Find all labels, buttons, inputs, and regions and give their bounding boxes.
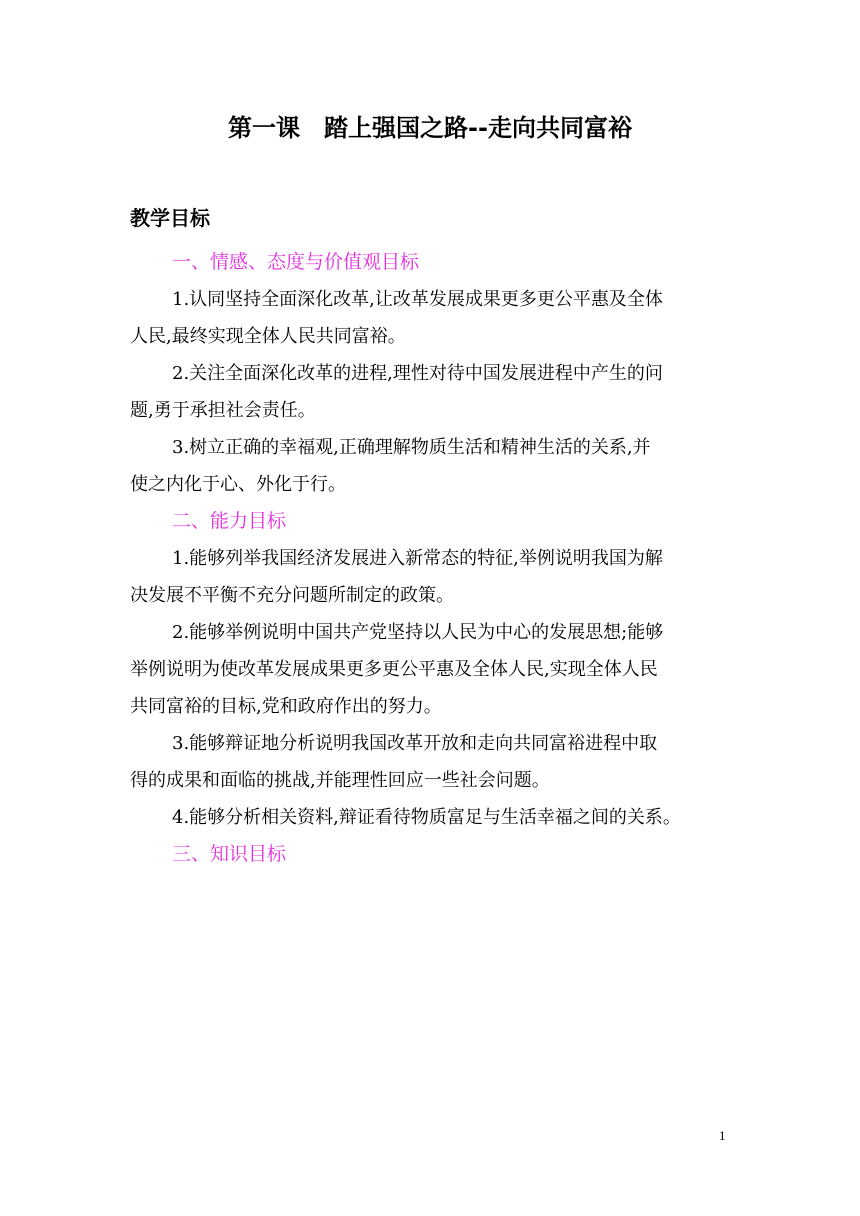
subsection-heading: 一、情感、态度与价值观目标 xyxy=(172,251,420,273)
paragraph-line: 1.认同坚持全面深化改革,让改革发展成果更多更公平惠及全体 xyxy=(172,289,663,310)
paragraph-line: 人民,最终实现全体人民共同富裕。 xyxy=(130,326,406,347)
paragraph-line: 题,勇于承担社会责任。 xyxy=(130,400,316,421)
subsection-heading: 二、能力目标 xyxy=(172,510,287,532)
paragraph-line: 使之内化于心、外化于行。 xyxy=(130,474,346,495)
paragraph-line: 共同富裕的目标,党和政府作出的努力。 xyxy=(130,696,442,717)
objective-paragraph xyxy=(130,725,740,799)
paragraph-line: 3.能够辩证地分析说明我国改革开放和走向共同富裕进程中取 xyxy=(172,733,658,754)
objective-paragraph xyxy=(130,281,740,355)
objective-paragraph xyxy=(130,429,740,503)
paragraph-line: 4.能够分析相关资料,辩证看待物质富足与生活幸福之间的关系。 xyxy=(172,807,681,828)
paragraph-line: 2.关注全面深化改革的进程,理性对待中国发展进程中产生的问 xyxy=(172,363,663,384)
paragraph-line: 1.能够列举我国经济发展进入新常态的特征,举例说明我国为解 xyxy=(172,548,663,569)
paragraph-line: 2.能够举例说明中国共产党坚持以人民为中心的发展思想;能够 xyxy=(172,622,664,643)
page-number: 1 xyxy=(719,1128,726,1143)
paragraph-line: 得的成果和面临的挑战,并能理性回应一些社会问题。 xyxy=(130,770,550,791)
paragraph-line: 举例说明为使改革发展成果更多更公平惠及全体人民,实现全体人民 xyxy=(130,659,658,680)
objective-paragraph xyxy=(130,540,740,614)
objectives-body xyxy=(130,244,740,873)
subsection-heading: 三、知识目标 xyxy=(172,843,287,865)
paragraph-line: 决发展不平衡不充分问题所制定的政策。 xyxy=(130,585,454,606)
objective-paragraph xyxy=(130,799,740,836)
paragraph-line: 3.树立正确的幸福观,正确理解物质生活和精神生活的关系,并 xyxy=(172,437,651,458)
objective-paragraph xyxy=(130,614,740,725)
lesson-title: 第一课 踏上强国之路--走向共同富裕 xyxy=(228,114,632,142)
objective-paragraph xyxy=(130,355,740,429)
section-heading-teaching-objectives: 教学目标 xyxy=(130,206,210,230)
